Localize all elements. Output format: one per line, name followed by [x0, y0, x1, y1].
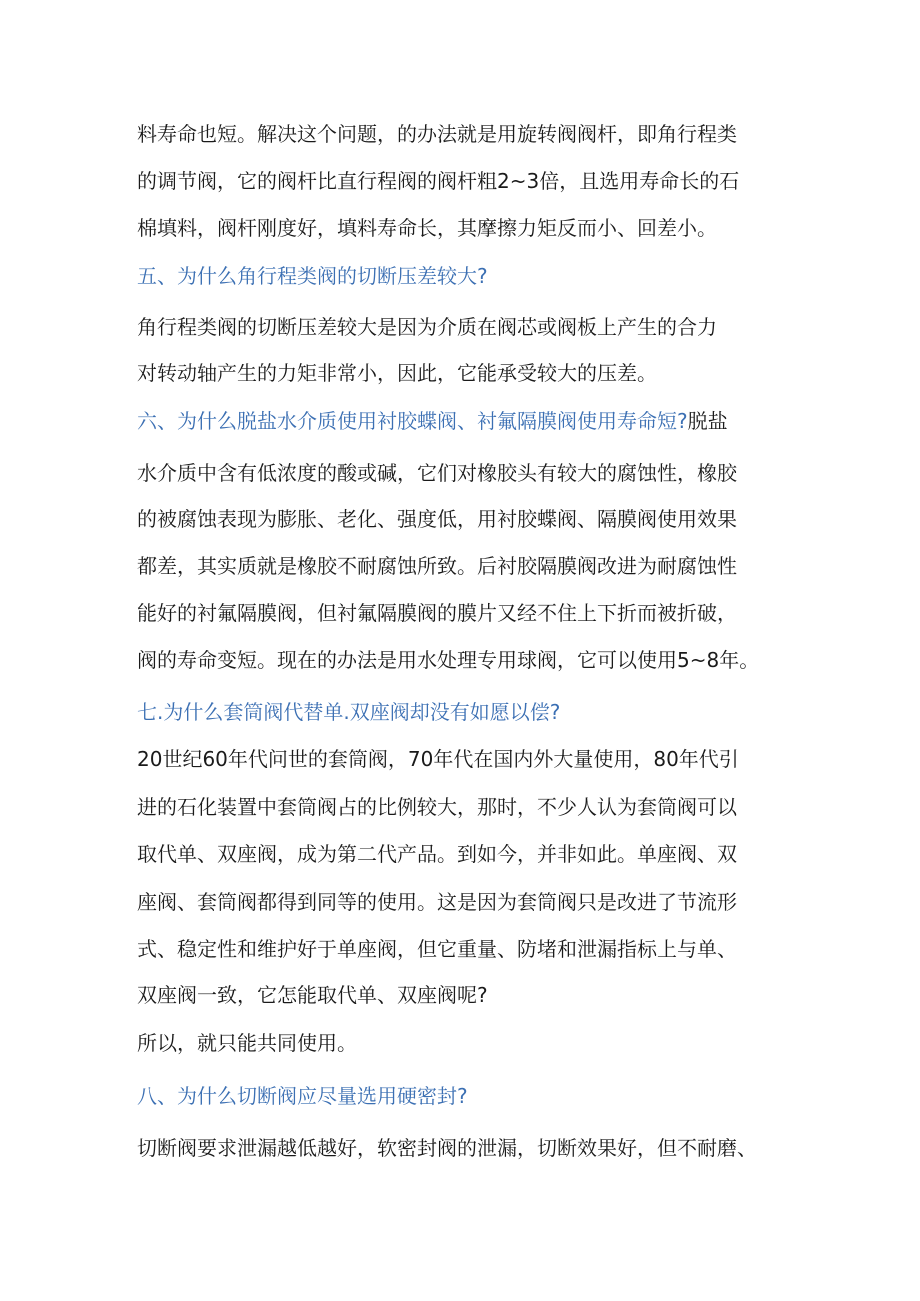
paragraph-line: 切断阀要求泄漏越低越好，软密封阀的泄漏，切断效果好，但不耐磨、 — [137, 1136, 757, 1160]
paragraph-line: 取代单、双座阀，成为第二代产品。到如今，并非如此。单座阀、双 — [137, 842, 737, 866]
paragraph-line: 的被腐蚀表现为膨胀、老化、强度低，用衬胶蝶阀、隔膜阀使用效果 — [137, 507, 737, 531]
paragraph-line: 料寿命也短。解决这个问题，的办法就是用旋转阀阀杆，即角行程类 — [137, 122, 737, 146]
section-heading-7: 七.为什么套筒阀代替单.双座阀却没有如愿以偿? — [137, 700, 561, 724]
heading-line-with-text — [137, 407, 728, 435]
paragraph-line: 水介质中含有低浓度的酸或碱，它们对橡胶头有较大的腐蚀性，橡胶 — [137, 461, 737, 485]
paragraph-line: 能好的衬氟隔膜阀，但衬氟隔膜阀的膜片又经不住上下折而被折破， — [137, 601, 737, 625]
paragraph-line: 座阀、套筒阀都得到同等的使用。这是因为套筒阀只是改进了节流形 — [137, 890, 737, 914]
paragraph-text: 脱盐 — [687, 409, 728, 433]
paragraph-line: 都差，其实质就是橡胶不耐腐蚀所致。后衬胶隔膜阀改进为耐腐蚀性 — [137, 554, 737, 578]
paragraph-line: 对转动轴产生的力矩非常小，因此，它能承受较大的压差。 — [137, 361, 657, 385]
paragraph-line: 棉填料，阀杆刚度好，填料寿命长，其摩擦力矩反而小、回差小。 — [137, 216, 717, 240]
paragraph-line: 的调节阀，它的阀杆比直行程阀的阀杆粗2~3倍，且选用寿命长的石 — [137, 169, 740, 193]
paragraph-line: 式、稳定性和维护好于单座阀，但它重量、防堵和泄漏指标上与单、 — [137, 937, 737, 961]
paragraph-line: 20世纪60年代问世的套筒阀，70年代在国内外大量使用，80年代引 — [137, 747, 739, 771]
paragraph-line: 进的石化装置中套筒阀占的比例较大，那时，不少人认为套筒阀可以 — [137, 795, 737, 819]
section-heading-6: 六、为什么脱盐水介质使用衬胶蝶阀、衬氟隔膜阀使用寿命短? — [137, 409, 688, 433]
paragraph-line: 所以，就只能共同使用。 — [137, 1031, 357, 1055]
paragraph-line: 双座阀一致，它怎能取代单、双座阀呢? — [137, 983, 488, 1007]
paragraph-line: 阀的寿命变短。现在的办法是用水处理专用球阀，它可以使用5~8年。 — [137, 648, 760, 672]
paragraph-line: 角行程类阀的切断压差较大是因为介质在阀芯或阀板上产生的合力 — [137, 315, 717, 339]
section-heading-5: 五、为什么角行程类阀的切断压差较大? — [137, 264, 488, 288]
section-heading-8: 八、为什么切断阀应尽量选用硬密封? — [137, 1084, 468, 1108]
